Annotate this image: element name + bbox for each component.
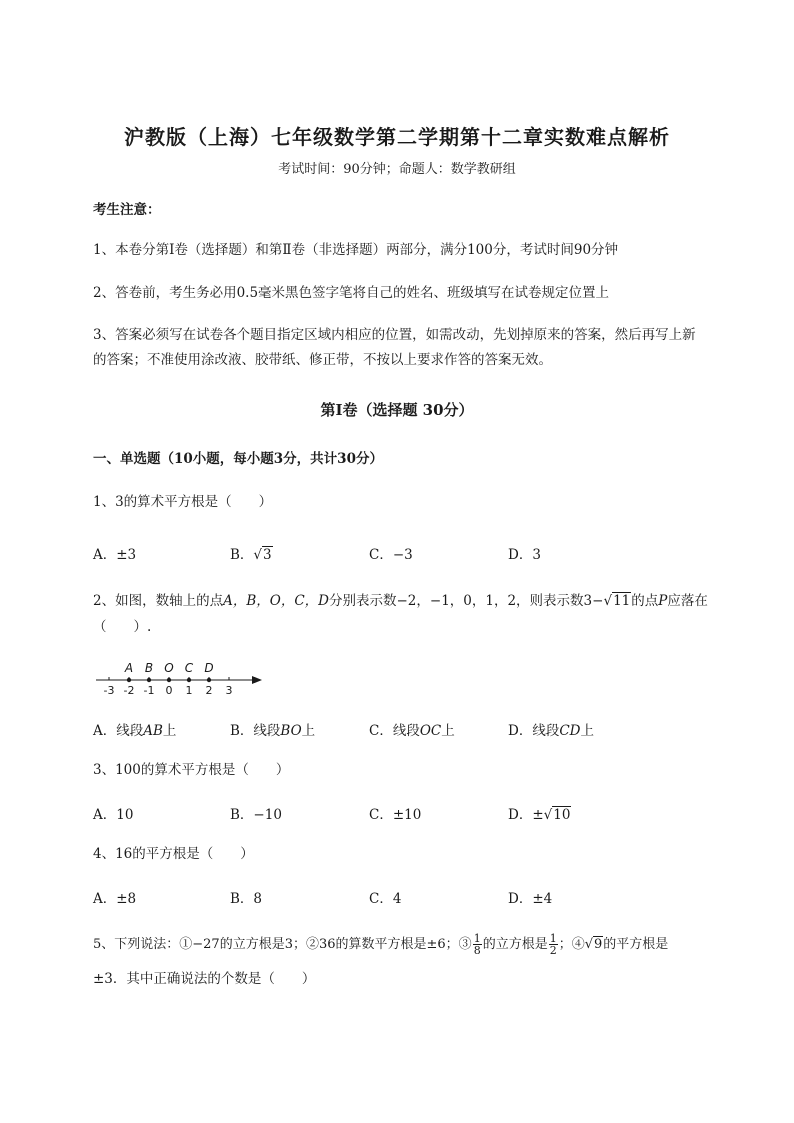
question-3-stem: 3、100的算术平方根是（ ） (93, 762, 290, 778)
q2-option-b: B．线段BO上 (230, 723, 316, 739)
q1-option-d: D．3 (508, 547, 541, 563)
notice-item-3-line-1: 3、答案必须写在试卷各个题目指定区域内相应的位置，如需改动，先划掉原来的答案，然后再写上新 (93, 327, 696, 343)
notice-item-1: 1、本卷分第I卷（选择题）和第Ⅱ卷（非选择题）两部分，满分100分，考试时间90分钟 (93, 242, 619, 258)
q2-option-c: C．线段OC上 (369, 723, 455, 739)
point-b (147, 678, 151, 682)
point-label-o: O (164, 661, 174, 675)
q4-option-b: B．8 (230, 891, 263, 907)
point-d (207, 678, 211, 682)
axis-arrow-icon (252, 676, 262, 684)
section-title: 第I卷（选择题 30分） (320, 401, 474, 419)
notice-heading: 考生注意： (93, 202, 161, 218)
q1-option-b: B．√3 (230, 547, 272, 563)
point-a (127, 678, 131, 682)
axis-tick-label: -1 (143, 684, 155, 697)
point-label-d: D (204, 661, 214, 675)
notice-item-2: 2、答卷前，考生务必用0.5毫米黑色签字笔将自己的姓名、班级填写在试卷规定位置上 (93, 285, 610, 301)
q3-option-d: D．±√10 (508, 807, 571, 823)
q4-option-a: A．±8 (93, 891, 137, 907)
axis-tick-label: -3 (103, 684, 115, 697)
question-5-stem-line-2: ±3．其中正确说法的个数是（ ） (93, 971, 316, 987)
question-4-stem: 4、16的平方根是（ ） (93, 846, 254, 862)
axis-tick-label: 2 (205, 684, 213, 697)
axis-tick-label: 3 (225, 684, 233, 697)
axis-tick-label: 0 (165, 684, 173, 697)
q2-option-d: D．线段CD上 (508, 723, 594, 739)
q4-option-c: C．4 (369, 891, 402, 907)
point-label-c: C (184, 661, 194, 675)
point-label-b: B (144, 661, 154, 675)
q4-option-d: D．±4 (508, 891, 553, 907)
q3-option-b: B．−10 (230, 807, 282, 823)
question-5-stem: 5、下列说法：①−27的立方根是3；②36的算数平方根是±6；③ $\frac{1}{8}$ 的立方根是 $\frac{1}{2}$ ；④√9的平方根是 (93, 932, 669, 957)
number-line-figure (90, 655, 270, 700)
page-title: 沪教版（上海）七年级数学第二学期第十二章实数难点解析 (124, 125, 670, 149)
axis-tick-label: 1 (185, 684, 193, 697)
fraction-one-eighth: $\frac{1}{8}$ (473, 932, 481, 957)
point-label-a: A (124, 661, 134, 675)
fraction-one-half: $\frac{1}{2}$ (549, 932, 557, 957)
exam-info: 考试时间：90分钟；命题人：数学教研组 (278, 162, 516, 177)
q2-option-a: A．线段AB上 (93, 723, 177, 739)
notice-item-3-line-2: 的答案；不准使用涂改液、胶带纸、修正带，不按以上要求作答的答案无效。 (93, 352, 552, 368)
question-2-stem-line-2: （ ）. (93, 619, 152, 635)
point-o (167, 678, 171, 682)
q1-option-c: C．−3 (369, 547, 413, 563)
q3-option-a: A．10 (93, 807, 134, 823)
question-1-stem: 1、3的算术平方根是（ ） (93, 494, 273, 510)
q3-option-c: C．±10 (369, 807, 422, 823)
q1-option-a: A．±3 (93, 547, 137, 563)
point-c (187, 678, 191, 682)
question-2-stem: 2、如图，数轴上的点A，B，O，C，D分别表示数−2，−1，0，1，2，则表示数3−√11的点P应落在 (93, 593, 708, 609)
axis-tick-label: -2 (123, 684, 135, 697)
part-heading: 一、单选题（10小题，每小题3分，共计30分） (93, 451, 383, 467)
